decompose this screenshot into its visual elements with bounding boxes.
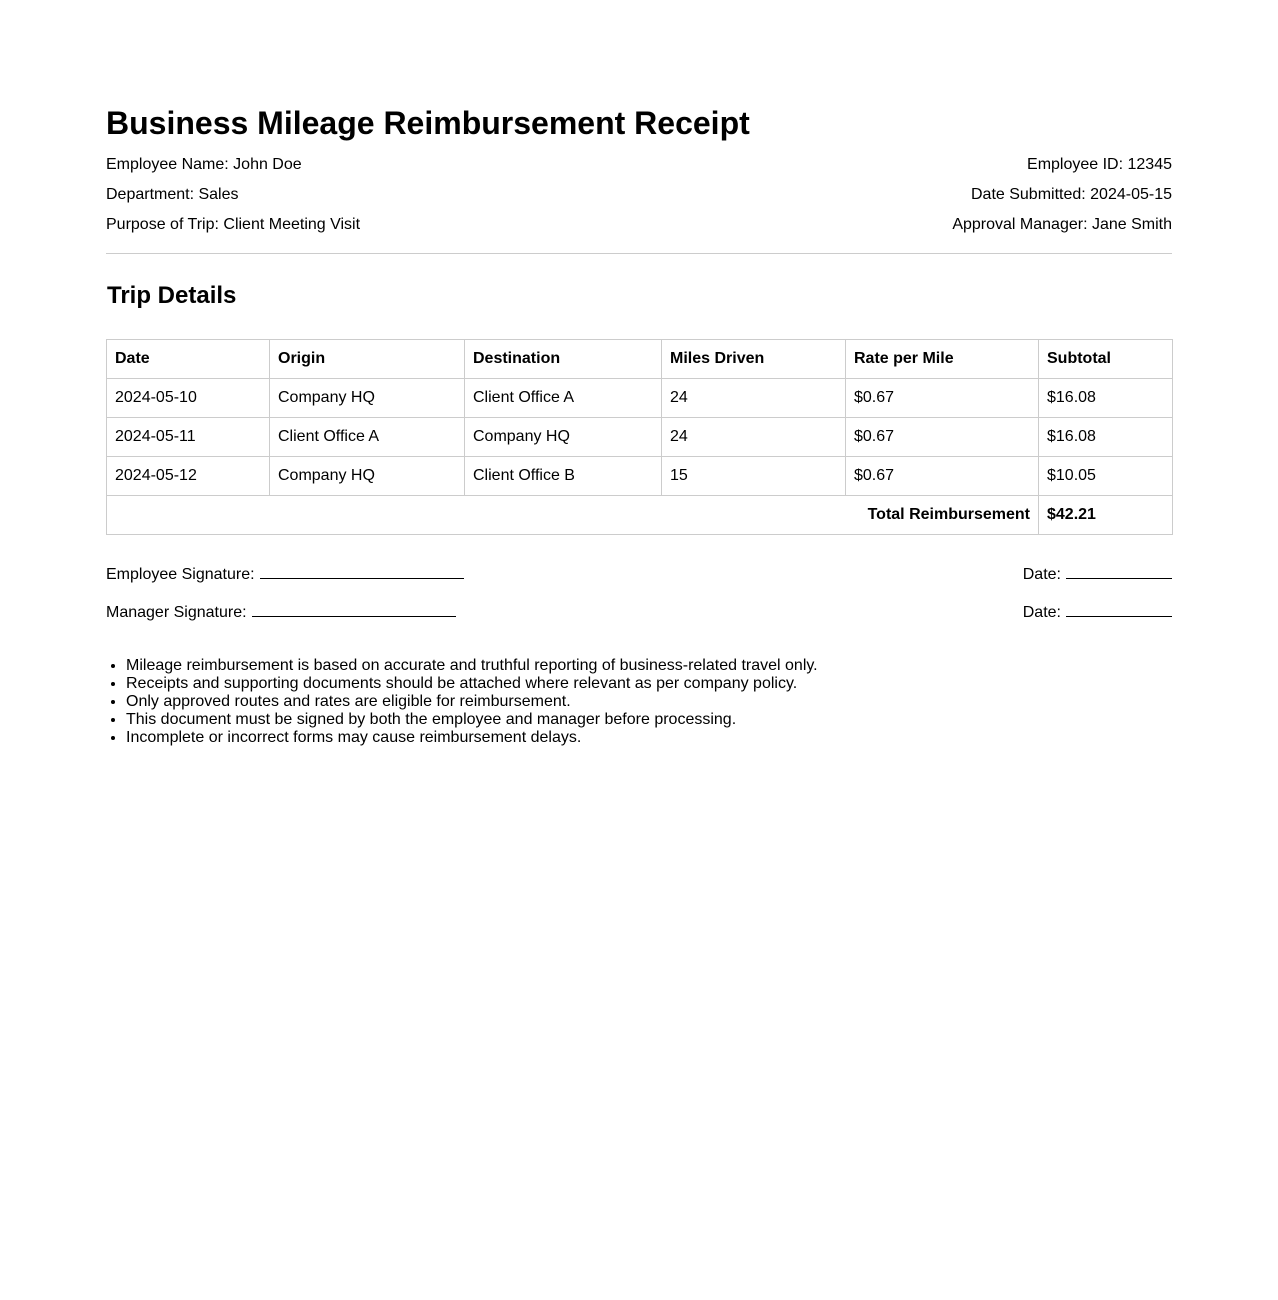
employee-name: Employee Name: John Doe bbox=[106, 156, 302, 173]
policy-notes bbox=[106, 657, 1172, 747]
cell-destination: Company HQ bbox=[465, 418, 662, 457]
manager-date bbox=[1023, 602, 1172, 622]
total-row bbox=[107, 496, 1173, 535]
employee-info bbox=[106, 156, 1172, 246]
date-submitted: Date Submitted: 2024-05-15 bbox=[970, 186, 1172, 203]
cell-rate: $0.67 bbox=[846, 418, 1039, 457]
column-header-date: Date bbox=[107, 340, 270, 379]
manager-date-label: Date: bbox=[1022, 604, 1061, 621]
list-item: • Only approved routes and rates are eligible for reimbursement. bbox=[126, 693, 1172, 711]
column-header-subtotal: Subtotal bbox=[1039, 340, 1173, 379]
employee-signature-row bbox=[106, 564, 1172, 584]
cell-subtotal: $16.08 bbox=[1039, 418, 1173, 457]
cell-miles: 24 bbox=[662, 379, 846, 418]
cell-origin: Company HQ bbox=[270, 457, 465, 496]
trip-table bbox=[106, 339, 1173, 535]
column-header-miles: Miles Driven bbox=[662, 340, 846, 379]
cell-subtotal: $10.05 bbox=[1039, 457, 1173, 496]
column-header-destination: Destination bbox=[465, 340, 662, 379]
cell-miles: 15 bbox=[662, 457, 846, 496]
list-item: • This document must be signed by both the employee and manager before processing. bbox=[126, 711, 1172, 729]
section-title: Trip Details bbox=[107, 282, 237, 309]
cell-origin: Company HQ bbox=[270, 379, 465, 418]
cell-rate: $0.67 bbox=[846, 457, 1039, 496]
manager-signature-label: Manager Signature: bbox=[106, 604, 247, 621]
employee-date bbox=[1023, 564, 1172, 584]
cell-origin: Client Office A bbox=[270, 418, 465, 457]
table-header-row bbox=[107, 340, 1173, 379]
page-title: Business Mileage Reimbursement Receipt bbox=[106, 105, 750, 141]
trip-purpose: Purpose of Trip: Client Meeting Visit bbox=[106, 216, 361, 233]
employee-signature-label: Employee Signature: bbox=[106, 566, 255, 583]
approval-manager: Approval Manager: Jane Smith bbox=[952, 216, 1172, 233]
section-divider bbox=[106, 253, 1172, 254]
employee-signature-line[interactable] bbox=[260, 564, 464, 579]
cell-date: 2024-05-12 bbox=[107, 457, 270, 496]
employee-date-label: Date: bbox=[1022, 566, 1061, 583]
cell-date: 2024-05-10 bbox=[107, 379, 270, 418]
column-header-origin: Origin bbox=[270, 340, 465, 379]
cell-miles: 24 bbox=[662, 418, 846, 457]
cell-date: 2024-05-11 bbox=[107, 418, 270, 457]
cell-destination: Client Office A bbox=[465, 379, 662, 418]
table-row bbox=[107, 418, 1173, 457]
list-item: • Mileage reimbursement is based on accurate and truthful reporting of business-related travel only. bbox=[126, 657, 1172, 675]
column-header-rate: Rate per Mile bbox=[846, 340, 1039, 379]
manager-signature bbox=[106, 602, 456, 622]
total-label: Total Reimbursement bbox=[107, 496, 1039, 535]
manager-signature-line[interactable] bbox=[252, 602, 456, 617]
total-value: $42.21 bbox=[1039, 496, 1173, 535]
cell-rate: $0.67 bbox=[846, 379, 1039, 418]
employee-info-left bbox=[106, 156, 360, 246]
employee-date-line[interactable] bbox=[1066, 564, 1172, 579]
list-item: • Incomplete or incorrect forms may cause reimbursement delays. bbox=[126, 729, 1172, 747]
cell-destination: Client Office B bbox=[465, 457, 662, 496]
table-row bbox=[107, 457, 1173, 496]
table-row bbox=[107, 379, 1173, 418]
manager-date-line[interactable] bbox=[1066, 602, 1172, 617]
manager-signature-row bbox=[106, 602, 1172, 622]
receipt-page bbox=[106, 0, 1172, 747]
department: Department: Sales bbox=[106, 186, 239, 203]
list-item: • Receipts and supporting documents should be attached where relevant as per company policy. bbox=[126, 675, 1172, 693]
employee-id: Employee ID: 12345 bbox=[1027, 156, 1172, 173]
employee-info-right bbox=[952, 156, 1172, 246]
cell-subtotal: $16.08 bbox=[1039, 379, 1173, 418]
employee-signature bbox=[106, 564, 464, 584]
